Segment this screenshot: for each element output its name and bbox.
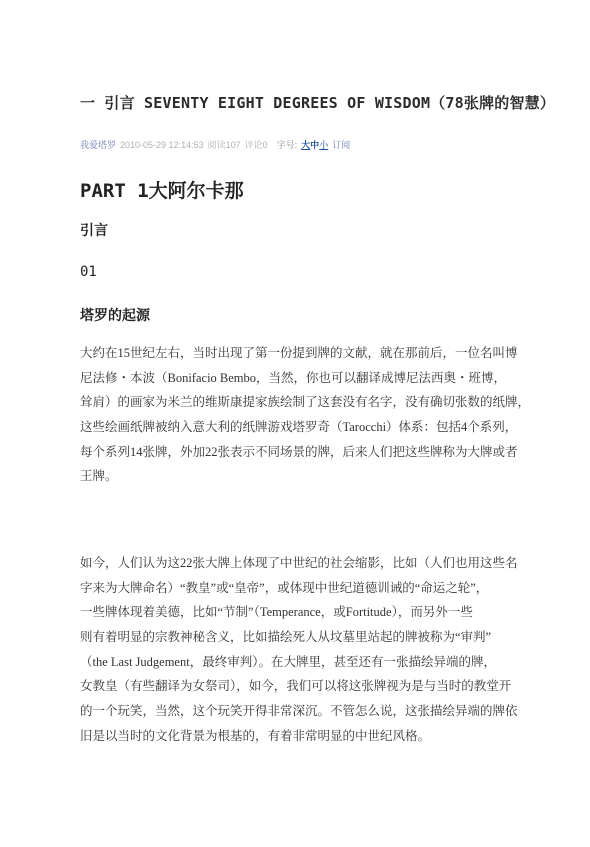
section-number: 01 — [80, 264, 97, 280]
paragraph-line: 这些绘画纸牌被纳入意大利的纸牌游戏塔罗奇（Tarocchi）体系：包括4个系列， — [80, 420, 518, 435]
subsection-heading: 塔罗的起源 — [80, 307, 150, 323]
paragraph-major-arcana — [80, 551, 518, 749]
paragraph-line: 耸肩）的画家为米兰的维斯康提家族绘制了这套没有名字，没有确切张数的纸牌， — [80, 395, 531, 410]
article-title: 一 引言 SEVENTY EIGHT DEGREES OF WISDOM（78张牌的智慧） — [80, 94, 556, 112]
paragraph-line: （the Last Judgement，最终审判）。在大牌里，甚至还有一张描绘异端的牌， — [80, 654, 496, 669]
font-size-medium-link[interactable]: 中 — [310, 140, 320, 150]
font-size-large-link[interactable]: 大 — [301, 140, 311, 150]
post-datetime: 2010-05-29 12:14:53 — [120, 140, 204, 150]
paragraph-line: 每个系列14张牌，外加22张表示不同场景的牌，后来人们把这些牌称为大牌或者 — [80, 444, 518, 459]
subscribe-link[interactable]: 订阅 — [332, 140, 351, 150]
paragraph-line: 王牌。 — [80, 469, 118, 484]
font-size-small-link[interactable]: 小 — [319, 140, 329, 150]
paragraph-line: 旧是以当时的文化背景为根基的，有着非常明显的中世纪风格。 — [80, 728, 431, 743]
read-count: 阅读107 — [207, 140, 241, 150]
article-meta — [80, 138, 350, 151]
author-link[interactable]: 我爱塔罗 — [80, 140, 117, 150]
paragraph-line: 的一个玩笑，当然，这个玩笑开得非常深沉。不管怎么说，这张描绘异端的牌依 — [80, 704, 518, 719]
part-heading: PART 1大阿尔卡那 — [80, 180, 244, 202]
section-heading: 引言 — [80, 222, 108, 238]
paragraph-line: 尼法修・本波（Bonifacio Bembo，当然，你也可以翻译成博尼法西奥・班博， — [80, 370, 507, 385]
paragraph-line: 一些牌体现着美德，比如“节制”（Temperance，或Fortitude），而另外一些 — [80, 605, 473, 620]
font-size-label: 字号: — [276, 140, 298, 150]
paragraph-line: 大约在15世纪左右，当时出现了第一份提到牌的文献，就在那前后，一位名叫博 — [80, 346, 518, 360]
paragraph-line: 如今，人们认为这22张大牌上体现了中世纪的社会缩影，比如（人们也用这些名 — [80, 556, 518, 570]
paragraph-line: 字来为大牌命名）“教皇”或“皇帝”，或体现中世纪道德训诫的“命运之轮”， — [80, 580, 489, 595]
paragraph-origin — [80, 341, 531, 489]
paragraph-line: 女教皇（有些翻译为女祭司），如今，我们可以将这张牌视为是与当时的教堂开 — [80, 679, 512, 694]
paragraph-line: 则有着明显的宗教神秘含义，比如描绘死人从坟墓里站起的牌被称为“审判” — [80, 630, 492, 645]
comment-count[interactable]: 评论0 — [244, 140, 268, 150]
